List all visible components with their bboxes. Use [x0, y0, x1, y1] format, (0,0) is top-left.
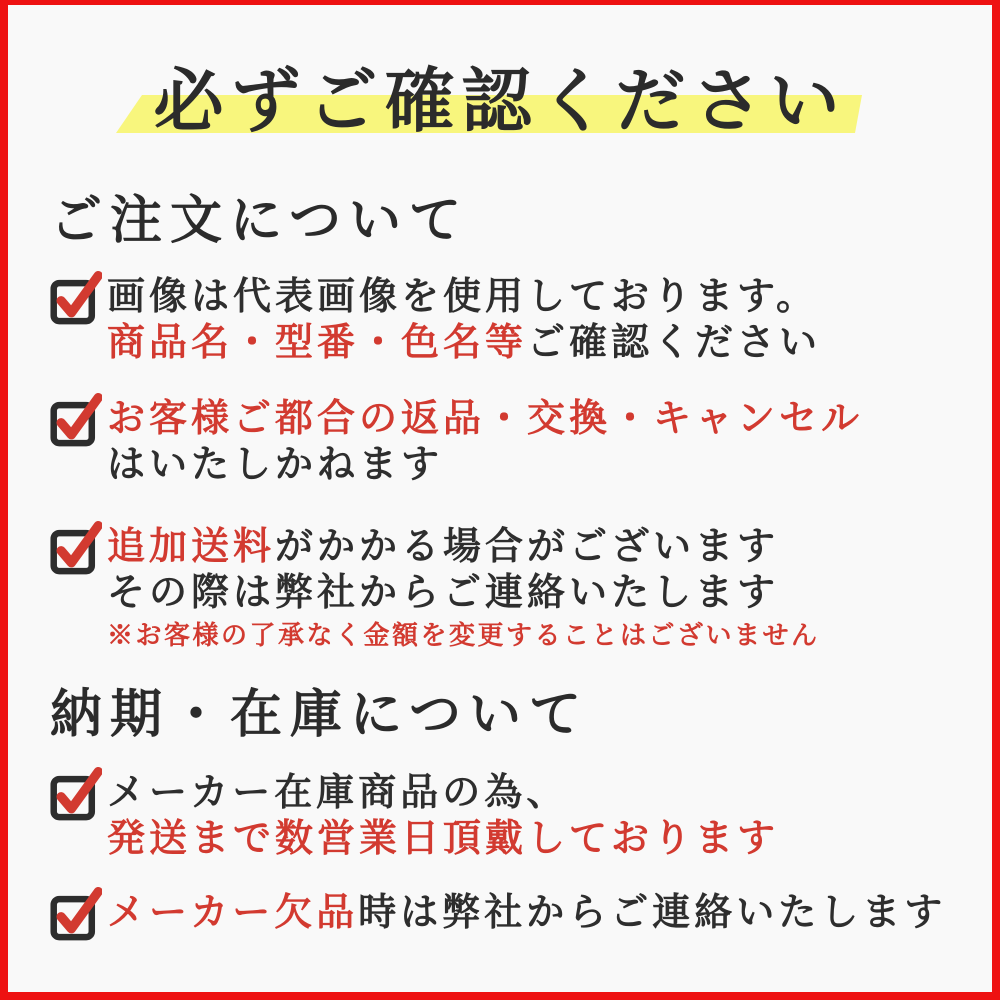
- item-text-red: 発送まで数営業日頂戴しております: [107, 814, 780, 860]
- checkbox-checked-icon: [50, 268, 102, 326]
- checkbox-checked-icon: [50, 764, 102, 822]
- item-text-black: メーカー在庫商品の為、: [107, 768, 569, 814]
- item-text: [107, 889, 946, 935]
- checklist-item: [50, 395, 956, 487]
- checklist-item: [50, 273, 956, 365]
- item-text-black: がかかる場合がございます: [275, 522, 780, 568]
- item-line: [107, 441, 863, 487]
- item-text: [107, 523, 820, 653]
- item-text-black: ご確認ください: [527, 318, 822, 364]
- checklist-item: [50, 769, 956, 861]
- item-line: [107, 523, 820, 569]
- item-text-red: 追加送料: [107, 522, 276, 568]
- checkbox-checked-icon: [50, 884, 102, 942]
- item-text: [107, 395, 863, 487]
- item-text-black: 画像は代表画像を使用しております。: [107, 272, 818, 318]
- item-text-black: その際は弊社からご連絡いたします: [107, 568, 780, 614]
- checklist-item: [50, 523, 956, 653]
- page-title: 必ずご確認ください: [153, 59, 847, 142]
- notice-content: [8, 191, 992, 942]
- item-text: [107, 769, 779, 861]
- item-line: [107, 273, 821, 319]
- item-text: [107, 273, 821, 365]
- item-note: ※お客様の了承なく金額を変更することはございません: [107, 620, 820, 651]
- title-section: [8, 45, 992, 149]
- item-text-red: お客様ご都合の返品・交換・キャンセル: [107, 394, 864, 440]
- item-line: [107, 319, 821, 365]
- item-text-red: メーカー欠品: [107, 888, 359, 934]
- item-text-black: 時は弊社からご連絡いたします: [358, 888, 947, 934]
- item-line: [107, 569, 820, 615]
- item-text-black: はいたしかねます: [107, 440, 444, 486]
- section-heading-stock: 納期・在庫について: [50, 683, 589, 745]
- checkbox-checked-icon: [50, 518, 102, 576]
- item-line: [107, 395, 863, 441]
- section-heading-order: ご注文について: [50, 190, 469, 251]
- item-line: [107, 769, 779, 815]
- checklist-item: [50, 889, 956, 942]
- item-line: [107, 889, 946, 935]
- item-text-red: 商品名・型番・色名等: [107, 318, 528, 364]
- item-line: [107, 815, 779, 861]
- checkbox-checked-icon: [50, 390, 102, 448]
